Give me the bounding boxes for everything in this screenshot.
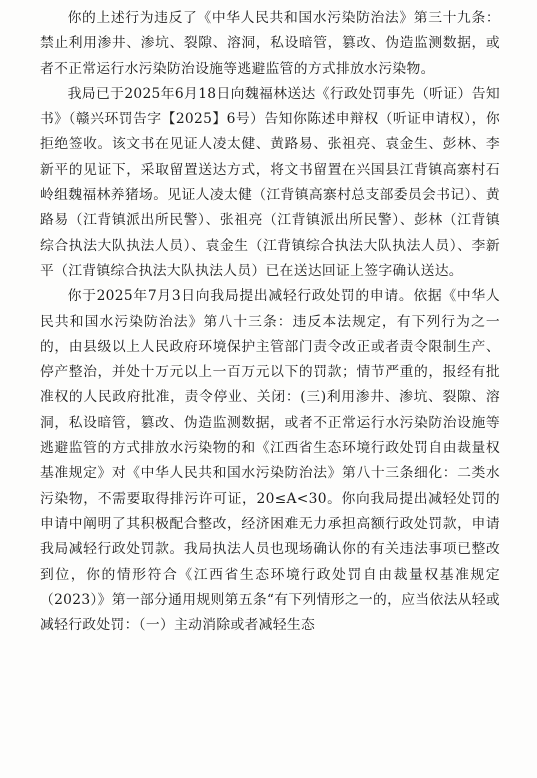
document-body [40, 6, 500, 638]
paragraph-mitigation-request: 你于2025年7月3日向我局提出减轻行政处罚的申请。依据《中华人民共和国水污染防治法》第八十三条：违反本法规定，有下列行为之一的，由县级以上人民政府环境保护主管部门责令改正或者责令限制生产、停产整治，并处十万元以上一百万元以下的罚款；情节严重的，报经有批准权的人民政府批准，责令停业、关闭：(三)利用渗井、渗坑、裂隙、溶洞，私设暗管，篡改、伪造监测数据，或者不正常运行水污染防治设施等逃避监管的方式排放水污染物的和《江西省生态环境行政处罚自由裁量权基准规定》对《中华人民共和国水污染防治法》第八十三条细化：二类水污染物，不需要取得排污许可证，20≤A<30。你向我局提出减轻处罚的申请中阐明了其积极配合整改，经济困难无力承担高额行政处罚款，申请我局减轻行政处罚款。我局执法人员也现场确认你的有关违法事项已整改到位，你的情形符合《江西省生态环境行政处罚自由裁量权基准规定（2023）》第一部分通用规则第五条“有下列情形之一的，应当依法从轻或减轻行政处罚：（一）主动消除或者减轻生态 [40, 288, 500, 634]
paragraph-violation: 你的上述行为违反了《中华人民共和国水污染防治法》第三十九条：禁止利用渗井、渗坑、裂隙、溶洞，私设暗管，篡改、伪造监测数据，或者不正常运行水污染防治设施等逃避监管的方式排放水污染物。 [40, 10, 500, 77]
paragraph-service-notice: 我局已于2025年6月18日向魏福林送达《行政处罚事先（听证）告知书》（赣兴环罚告字【2025】6号）告知你陈述申辩权（听证申请权），你拒绝签收。该文书在见证人凌太健、黄路易、张祖亮、袁金生、彭林、李新平的见证下，采取留置送达方式，将文书留置在兴国县江背镇高寨村石岭组魏福林养猪场。见证人凌太健（江背镇高寨村总支部委员会书记）、黄路易（江背镇派出所民警）、张祖亮（江背镇派出所民警）、彭林（江背镇综合执法大队执法人员）、袁金生（江背镇综合执法大队执法人员）、李新平（江背镇综合执法大队执法人员）已在送达回证上签字确认送达。 [40, 85, 500, 279]
